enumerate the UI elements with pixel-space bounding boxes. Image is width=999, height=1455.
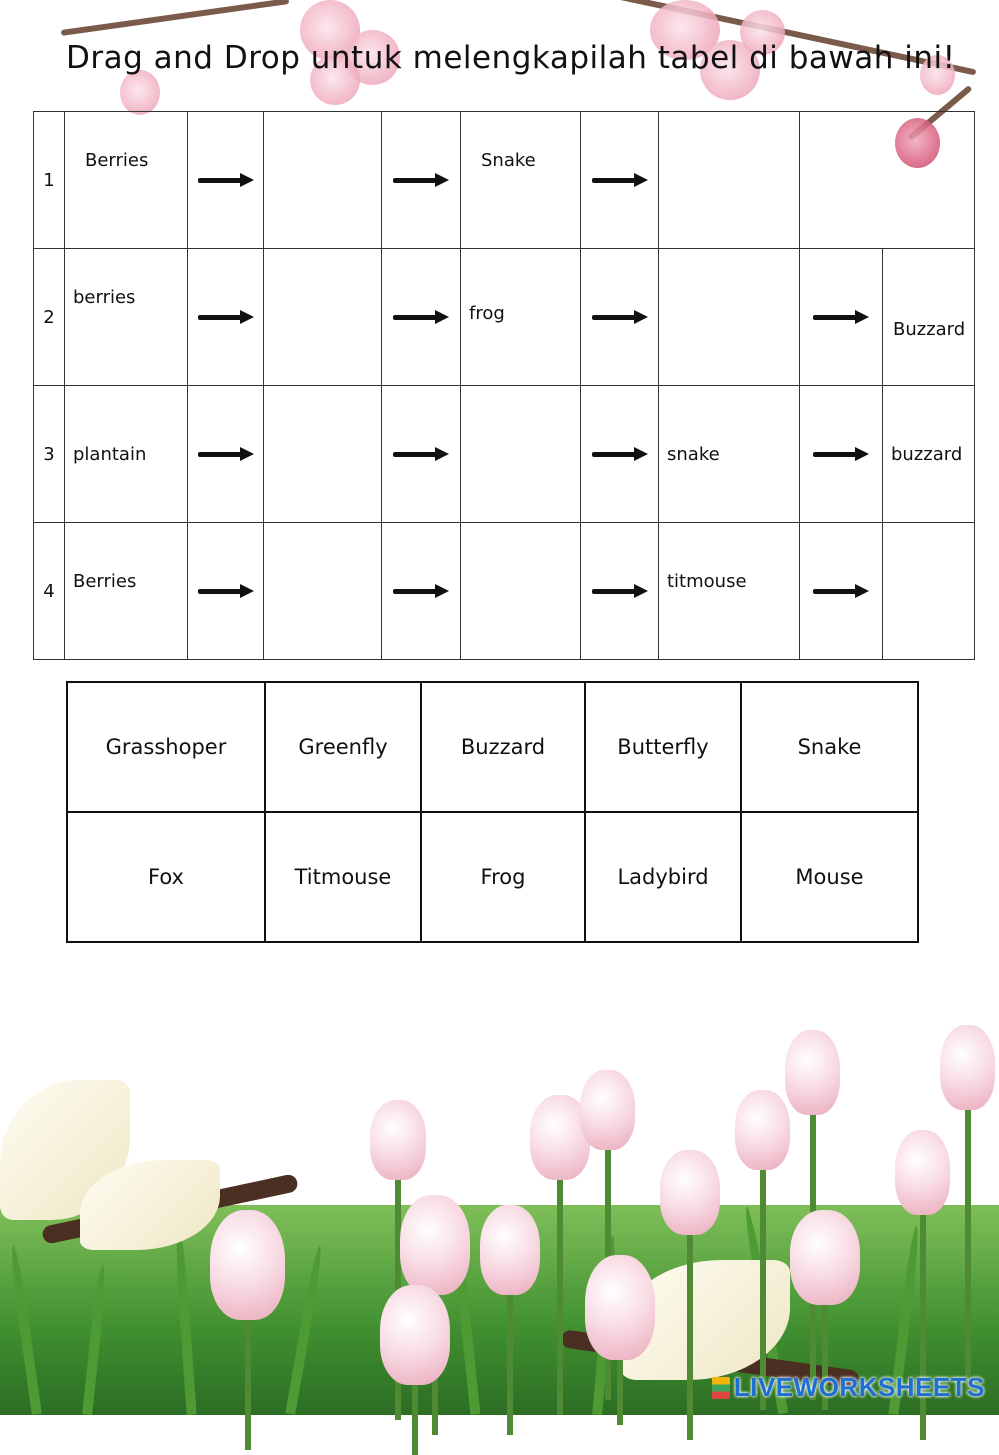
logo-badge-icon — [712, 1377, 730, 1399]
draggable-word[interactable]: Frog — [421, 812, 585, 942]
arrow-icon — [393, 173, 449, 187]
arrow-icon — [813, 447, 869, 461]
arrow-icon — [592, 584, 648, 598]
arrow-icon — [393, 447, 449, 461]
drop-zone[interactable] — [264, 112, 382, 249]
draggable-word[interactable]: Grasshoper — [67, 682, 265, 812]
liveworksheets-logo: LIVEWORKSHEETS — [712, 1372, 985, 1403]
table-row — [34, 112, 975, 249]
drop-zone[interactable] — [461, 523, 581, 660]
organism-label: frog — [469, 302, 505, 324]
draggable-word[interactable]: Snake — [741, 682, 918, 812]
arrow-icon — [592, 447, 648, 461]
drop-zone[interactable] — [264, 386, 382, 523]
drop-zone[interactable] — [800, 112, 975, 249]
table-row — [34, 523, 975, 660]
drop-zone[interactable] — [883, 523, 975, 660]
row-number: 2 — [34, 249, 65, 386]
drop-zone[interactable] — [264, 249, 382, 386]
draggable-word[interactable]: Butterfly — [585, 682, 741, 812]
organism-label: Berries — [85, 150, 149, 171]
arrow-icon — [813, 310, 869, 324]
word-bank-row — [67, 812, 918, 942]
arrow-icon — [592, 310, 648, 324]
food-chain-table — [33, 111, 975, 660]
organism-label: Buzzard — [893, 319, 966, 340]
organism-label: Snake — [481, 150, 536, 171]
organism-label: buzzard — [891, 443, 963, 465]
arrow-icon — [393, 310, 449, 324]
row-number: 3 — [34, 386, 65, 523]
page-title: Drag and Drop untuk melengkapilah tabel di bawah ini! — [66, 40, 956, 76]
drop-zone[interactable] — [264, 523, 382, 660]
draggable-word[interactable]: Ladybird — [585, 812, 741, 942]
arrow-icon — [198, 584, 254, 598]
tulip-meadow-illustration — [0, 1020, 999, 1415]
organism-label: titmouse — [667, 570, 747, 592]
drop-zone[interactable] — [659, 112, 800, 249]
arrow-icon — [198, 173, 254, 187]
arrow-icon — [393, 584, 449, 598]
drop-zone[interactable] — [659, 249, 800, 386]
organism-label: Berries — [73, 570, 137, 592]
arrow-icon — [198, 310, 254, 324]
draggable-word[interactable]: Titmouse — [265, 812, 421, 942]
draggable-word[interactable]: Buzzard — [421, 682, 585, 812]
organism-label: berries — [73, 287, 136, 308]
table-row — [34, 386, 975, 523]
draggable-word[interactable]: Greenfly — [265, 682, 421, 812]
arrow-icon — [813, 584, 869, 598]
organism-label: snake — [667, 443, 720, 465]
organism-label: plantain — [73, 443, 147, 465]
draggable-word[interactable]: Fox — [67, 812, 265, 942]
word-bank-row — [67, 682, 918, 812]
arrow-icon — [592, 173, 648, 187]
word-bank — [66, 681, 919, 943]
row-number: 4 — [34, 523, 65, 660]
table-row — [34, 249, 975, 386]
arrow-icon — [198, 447, 254, 461]
draggable-word[interactable]: Mouse — [741, 812, 918, 942]
drop-zone[interactable] — [461, 386, 581, 523]
row-number: 1 — [34, 112, 65, 249]
